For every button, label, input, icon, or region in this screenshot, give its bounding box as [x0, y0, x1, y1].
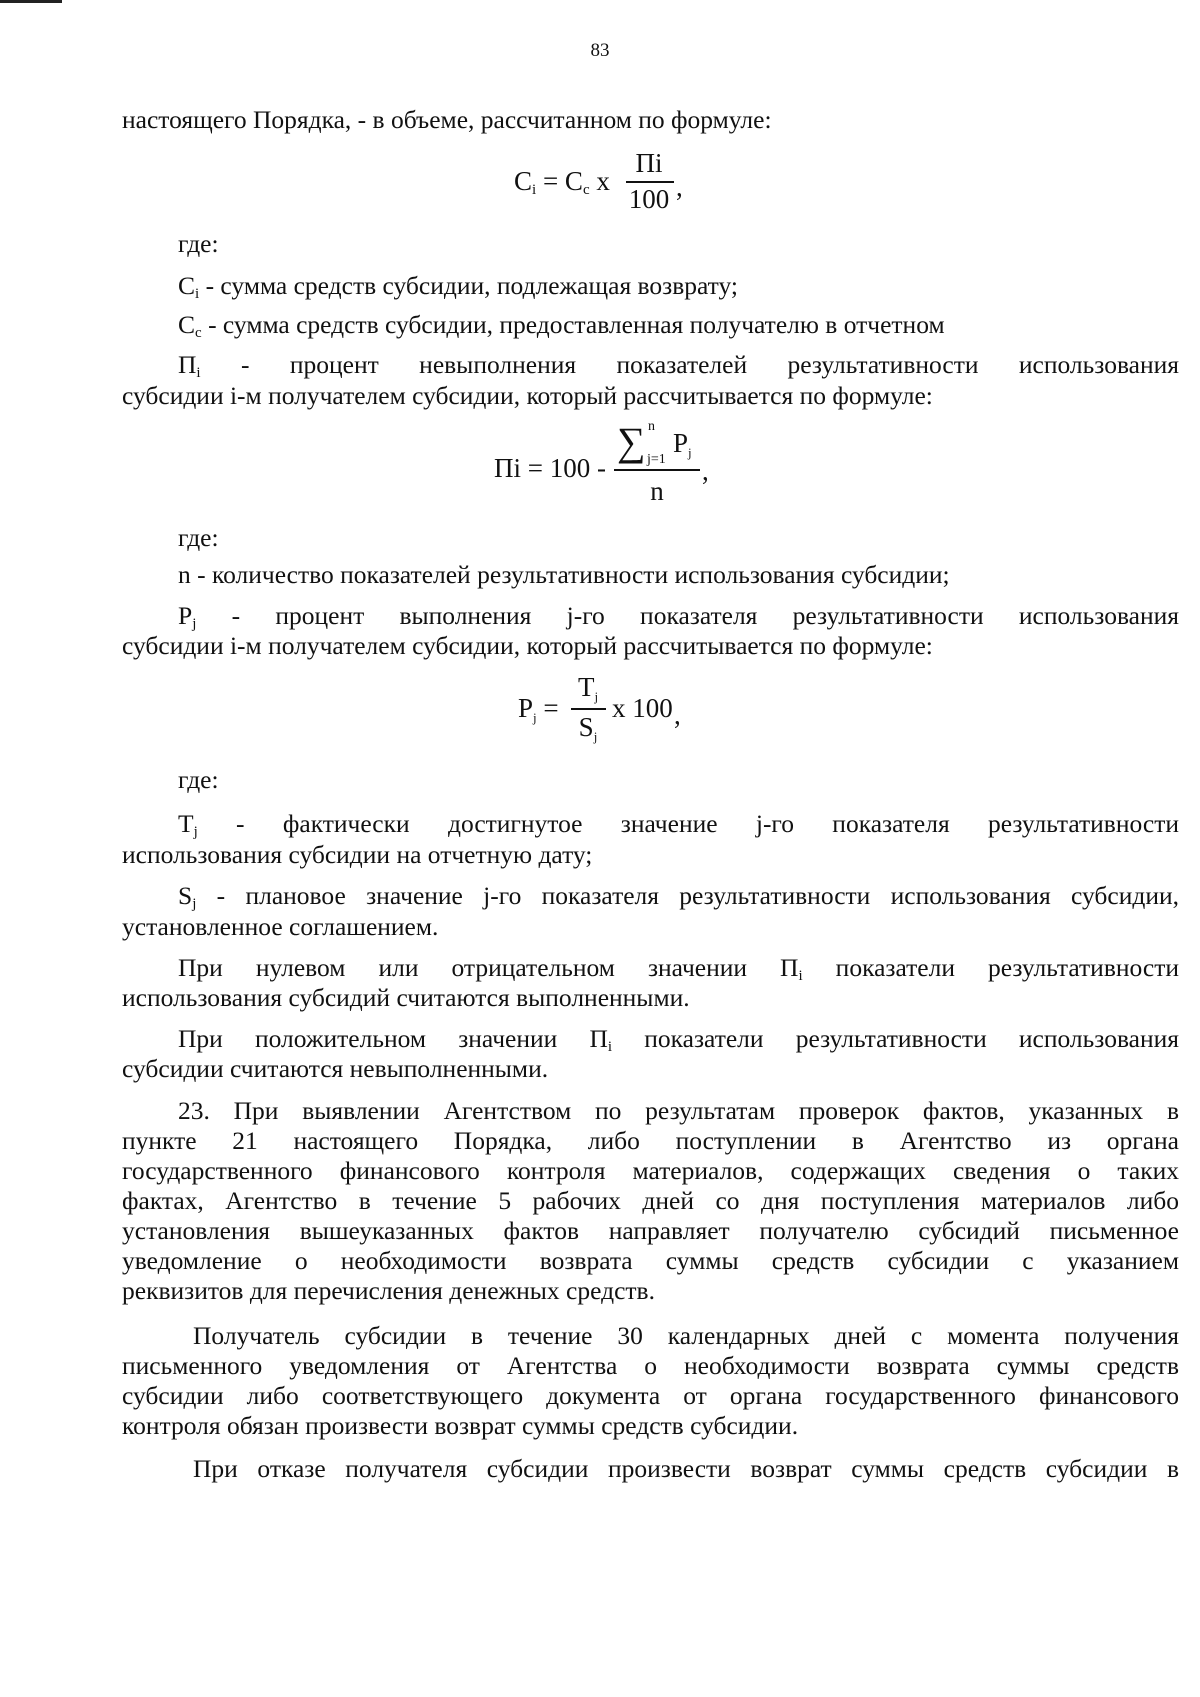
- recipient-line: контроля обязан произвести возврат суммы средств субсидии.: [122, 1411, 799, 1440]
- definition-pi-line2: субсидии i-м получателем субсидии, который рассчитывается по формуле:: [122, 381, 933, 410]
- symbol-ci: C: [178, 271, 196, 300]
- zero-case-sub: i: [798, 968, 803, 984]
- formula-ci-denominator: 100: [628, 184, 670, 214]
- definition-pj-text: - процент выполнения j-го показателя результативности использования: [196, 601, 1179, 630]
- formula-pi-fraction-bar: [614, 469, 700, 471]
- formula-pj-fraction-bar: [571, 708, 606, 710]
- symbol-pj-sub: j: [192, 616, 197, 632]
- refusal-line: При отказе получателя субсидии произвести возврат суммы средств субсидии в: [193, 1454, 1179, 1483]
- symbol-sj: S: [178, 881, 193, 910]
- where-label-2: где:: [178, 523, 219, 552]
- formula-pi-comma: ,: [702, 456, 709, 486]
- sigma-upper-limit: n: [648, 419, 655, 434]
- formula-pi-numerator: [673, 428, 692, 461]
- recipient-line: субсидии либо соответствующего документа от органа государственного финансового: [122, 1381, 1179, 1410]
- formula-pj-lhs: [518, 693, 559, 726]
- formula-pi-p-sub: j: [688, 445, 692, 460]
- formula-pj-times: x 100: [612, 693, 673, 723]
- formula-pj-s-sub: j: [593, 729, 598, 744]
- definition-n: n - количество показателей результативности использования субсидии;: [178, 560, 950, 589]
- formula-pj-eq: =: [543, 693, 559, 723]
- sigma-lower-limit: j=1: [647, 452, 666, 467]
- item-23-line: установления вышеуказанных фактов направляет получателю субсидий письменное: [122, 1216, 1179, 1245]
- formula-pj-p-sub: j: [533, 710, 537, 725]
- recipient-line: письменного уведомления от Агентства о необходимости возврата суммы средств: [122, 1351, 1179, 1380]
- item-23-line: фактах, Агентство в течение 5 рабочих дней со дня поступления материалов либо: [122, 1186, 1179, 1215]
- definition-pj-line2: субсидии i-м получателем субсидии, который рассчитывается по формуле:: [122, 631, 933, 660]
- formula-pj-p: P: [518, 693, 534, 723]
- positive-case-line2: субсидии считаются невыполненными.: [122, 1054, 549, 1083]
- formula-ci-cc: C: [564, 166, 583, 196]
- formula-pj-denominator: [568, 712, 608, 745]
- formula-pj-t: T: [577, 672, 595, 702]
- formula-pj-t-sub: j: [594, 689, 599, 704]
- definition-cc-text: - сумма средств субсидии, предоставленная получателю в отчетном: [201, 310, 945, 339]
- definition-sj-line2: установленное соглашением.: [122, 912, 439, 941]
- where-label-1: где:: [178, 229, 219, 258]
- sigma-symbol: ∑: [617, 419, 646, 464]
- scan-corner-mark: [0, 0, 62, 3]
- formula-pj-s: S: [578, 712, 594, 742]
- definition-sj-text: - плановое значение j-го показателя результативности использования субсидии,: [196, 881, 1179, 910]
- formula-pj-numerator: [568, 672, 608, 705]
- page-number: 83: [590, 40, 610, 61]
- item-23-line: государственного финансового контроля материалов, содержащих сведения о таких: [122, 1156, 1179, 1185]
- symbol-pi-sub: i: [196, 365, 201, 381]
- positive-case-text: При положительном значении П: [178, 1024, 608, 1053]
- definition-ci: [178, 270, 1179, 310]
- formula-ci-lhs: C: [514, 166, 533, 196]
- zero-case-text-end: показатели результативности: [802, 953, 1179, 982]
- symbol-pi: П: [178, 350, 197, 379]
- symbol-tj-sub: j: [193, 824, 198, 840]
- zero-case-text: При нулевом или отрицательном значении П: [178, 953, 799, 982]
- where-label-3: где:: [178, 765, 219, 794]
- symbol-ci-sub: i: [195, 286, 200, 302]
- formula-ci-eq: =: [542, 166, 559, 196]
- definition-tj-text: - фактически достигнутое значение j-го показателя результативности: [197, 809, 1179, 838]
- item-23-line: 23. При выявлении Агентством по результатам проверок фактов, указанных в: [178, 1096, 1179, 1125]
- intro-line: настоящего Порядка, - в объеме, рассчитанном по формуле:: [122, 105, 772, 134]
- formula-ci-comma: ,: [676, 172, 683, 202]
- formula-ci-cc-sub: c: [582, 182, 590, 198]
- formula-ci-lhs-sub: i: [532, 182, 537, 198]
- definition-ci-text: - сумма средств субсидии, подлежащая возврату;: [199, 271, 738, 300]
- definition-pi-text: - процент невыполнения показателей результативности использования: [200, 350, 1179, 379]
- formula-pj-comma: ,: [674, 700, 681, 730]
- formula-pi-lhs: Пi = 100 -: [494, 453, 606, 483]
- formula-ci-numerator: Пi: [635, 148, 663, 178]
- symbol-sj-sub: j: [192, 896, 197, 912]
- definition-tj-line2: использования субсидии на отчетную дату;: [122, 840, 593, 869]
- formula-pi-denominator: n: [650, 476, 664, 506]
- positive-case-text-end: показатели результативности использования: [612, 1024, 1179, 1053]
- symbol-tj: T: [178, 809, 194, 838]
- formula-ci-times: x: [596, 166, 610, 196]
- formula-pi-p: P: [673, 428, 689, 458]
- formula-ci-fraction-bar: [626, 181, 674, 183]
- recipient-line: Получатель субсидии в течение 30 календарных дней с момента получения: [193, 1321, 1179, 1350]
- definition-cc: [178, 309, 1179, 349]
- symbol-cc-sub: c: [195, 325, 202, 341]
- item-23-line: реквизитов для перечисления денежных средств.: [122, 1276, 655, 1305]
- item-23-line: пункте 21 настоящего Порядка, либо поступлении в Агентство из органа: [122, 1126, 1179, 1155]
- symbol-pj: P: [178, 601, 193, 630]
- positive-case-sub: i: [607, 1039, 613, 1055]
- zero-case-line2: использования субсидий считаются выполненными.: [122, 983, 690, 1012]
- symbol-cc: C: [178, 310, 196, 339]
- item-23-line: уведомление о необходимости возврата суммы средств субсидии с указанием: [122, 1246, 1179, 1275]
